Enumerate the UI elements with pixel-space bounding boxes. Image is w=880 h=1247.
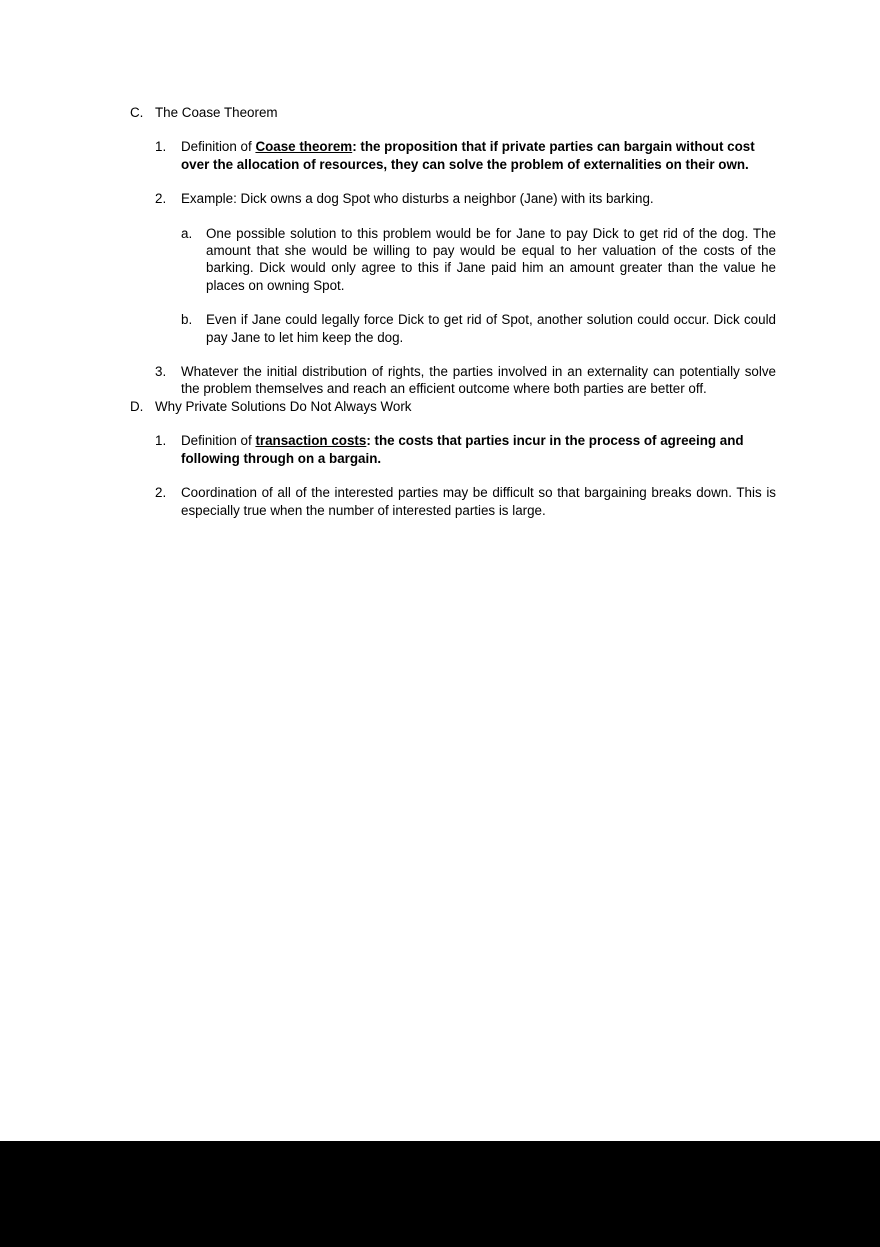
solution-a-item (130, 225, 776, 295)
coordination-item (130, 484, 776, 519)
coordination-marker: 2. (155, 485, 167, 501)
section-d-title: Why Private Solutions Do Not Always Work (155, 398, 412, 414)
dog-example-item (130, 190, 776, 207)
section-c-heading (130, 104, 776, 121)
coase-theorem-term: Coase theorem (255, 139, 353, 155)
distribution-of-rights-marker: 3. (155, 364, 167, 380)
coase-definition-prefix: Definition of (181, 139, 256, 155)
coase-definition-text (181, 138, 776, 173)
coase-definition-item (130, 138, 776, 173)
dog-example-text: Example: Dick owns a dog Spot who disturbs a neighbor (Jane) with its barking. (181, 191, 654, 207)
section-d-marker: D. (130, 398, 144, 414)
outline-content (130, 104, 776, 536)
transaction-costs-definition-marker: 1. (155, 433, 167, 449)
distribution-of-rights-item (130, 363, 776, 398)
transaction-costs-body: : the costs that parties incur in the process of agreeing and following through on a bargain. (181, 433, 744, 466)
transaction-costs-term: transaction costs (255, 433, 367, 449)
solution-a-marker: a. (181, 225, 193, 241)
coordination-text: Coordination of all of the interested parties may be difficult so that bargaining breaks down. This is especially true when the number of interested parties is large. (181, 485, 776, 518)
solution-b-marker: b. (181, 312, 193, 328)
dog-example-marker: 2. (155, 191, 167, 207)
section-d-heading (130, 398, 776, 415)
transaction-costs-definition-text (181, 432, 776, 467)
solution-a-text: One possible solution to this problem would be for Jane to pay Dick to get rid of the dog. The amount that she would be willing to pay would be equal to her valuation of the costs of the barking. Dick would only agree to this if Jane paid him an amount greater than the value he places on owning Spot. (206, 225, 776, 293)
transaction-costs-definition-item (130, 432, 776, 467)
section-c-title: The Coase Theorem (155, 105, 278, 120)
bottom-black-bar (0, 1141, 880, 1247)
section-c-marker: C. (130, 105, 144, 120)
transaction-costs-prefix: Definition of (181, 433, 256, 449)
solution-b-item (130, 311, 776, 346)
coase-definition-body: : the proposition that if private parties can bargain without cost over the allocation of resources, they can solve the problem of externalities on their own. (181, 139, 755, 172)
distribution-of-rights-text: Whatever the initial distribution of rights, the parties involved in an externality can potentially solve the problem themselves and reach an efficient outcome where both parties are better off. (181, 364, 776, 397)
solution-b-text: Even if Jane could legally force Dick to get rid of Spot, another solution could occur. Dick could pay Jane to let him keep the dog. (206, 312, 776, 345)
coase-definition-marker: 1. (155, 139, 167, 155)
